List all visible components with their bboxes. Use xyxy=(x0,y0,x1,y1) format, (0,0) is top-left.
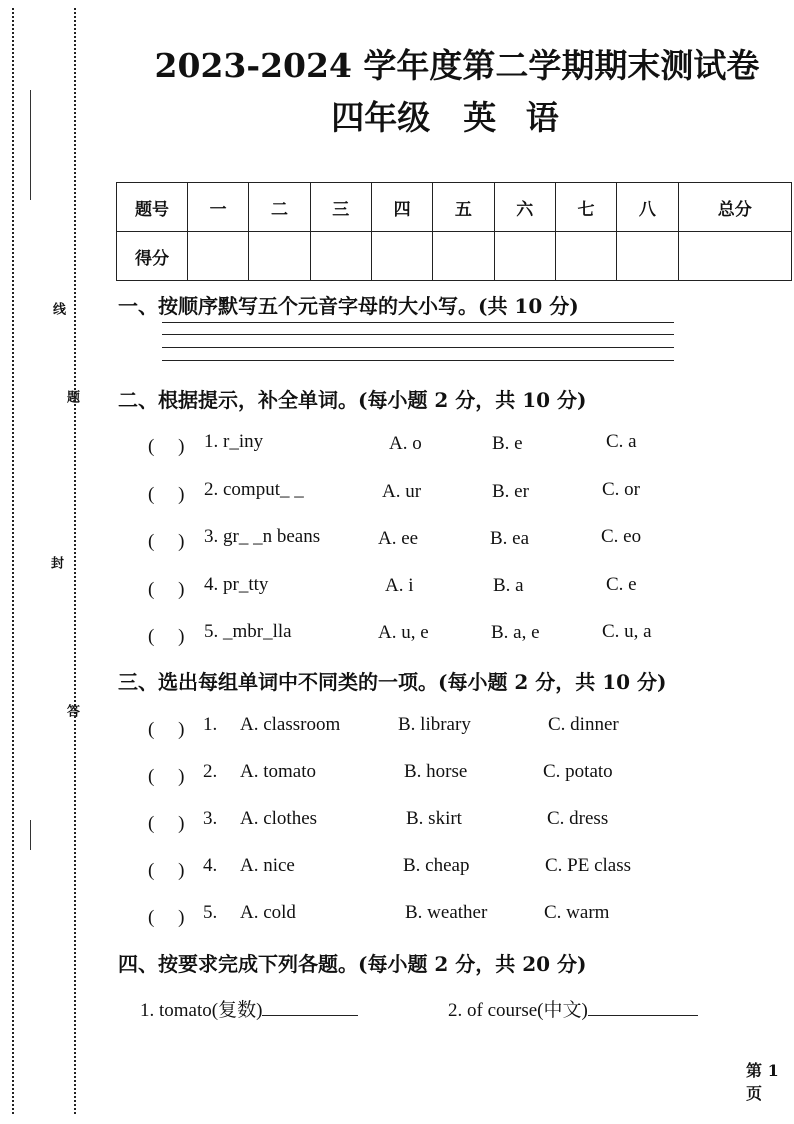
question-text: 1. tomato(复数) xyxy=(140,1000,263,1021)
option-c: C. PE class xyxy=(545,855,632,876)
writing-line[interactable] xyxy=(162,347,674,348)
score-cell[interactable] xyxy=(555,232,616,281)
option-a: A. ee xyxy=(378,528,419,549)
question-text: 2. of course(中文) xyxy=(448,1000,588,1021)
question-stem: 1. r_iny xyxy=(204,431,264,452)
binding-dotted-line-outer xyxy=(12,8,14,1114)
question-stem: 2. comput_ _ xyxy=(204,479,304,500)
answer-bracket[interactable]: ( ) xyxy=(148,484,185,505)
answer-bracket[interactable]: ( ) xyxy=(148,813,185,834)
binding-name-line xyxy=(30,90,31,200)
option-b: B. e xyxy=(492,433,523,454)
option-a: A. u, e xyxy=(378,622,429,643)
option-c: C. dinner xyxy=(548,714,619,735)
binding-label-line: 线 xyxy=(50,302,65,315)
option-a: A. clothes xyxy=(240,808,318,829)
page-subtitle: 四年级 英 语 xyxy=(331,98,559,137)
option-c: C. dress xyxy=(547,808,609,829)
binding-dotted-line-inner xyxy=(74,8,76,1114)
option-a: A. o xyxy=(389,433,422,454)
option-b: B. ea xyxy=(490,528,530,549)
writing-line[interactable] xyxy=(162,360,674,361)
score-header-cell: 四 xyxy=(371,183,432,232)
option-c: C. potato xyxy=(543,761,613,782)
option-a: A. ur xyxy=(382,481,422,502)
binding-label-seal: 封 xyxy=(48,556,63,569)
question-number: 1. xyxy=(203,714,218,735)
score-header-cell: 三 xyxy=(310,183,371,232)
score-header-cell: 二 xyxy=(249,183,310,232)
score-row-label: 得分 xyxy=(117,232,188,281)
answer-bracket[interactable]: ( ) xyxy=(148,579,185,600)
score-table-score-row xyxy=(117,232,792,281)
option-b: B. cheap xyxy=(403,855,470,876)
question-number: 5. xyxy=(203,902,218,923)
option-c: C. warm xyxy=(544,902,610,923)
page-number: 第 1 页 xyxy=(746,1061,779,1103)
option-a: A. classroom xyxy=(240,714,341,735)
option-c: C. eo xyxy=(601,526,642,547)
option-b: B. er xyxy=(492,481,529,502)
option-b: B. weather xyxy=(405,902,488,923)
score-header-cell: 总分 xyxy=(678,183,792,232)
answer-bracket[interactable]: ( ) xyxy=(148,766,185,787)
question-stem: 5. _mbr_lla xyxy=(204,621,292,642)
score-cell[interactable] xyxy=(310,232,371,281)
score-cell[interactable] xyxy=(494,232,555,281)
writing-line[interactable] xyxy=(162,322,674,323)
score-header-cell: 八 xyxy=(617,183,678,232)
section3-title: 三、选出每组单词中不同类的一项。(每小题 2 分，共 10 分) xyxy=(118,670,667,694)
question-number: 3. xyxy=(203,808,218,829)
answer-blank[interactable] xyxy=(262,1015,358,1016)
question-number: 4. xyxy=(203,855,218,876)
option-c: C. u, a xyxy=(602,621,652,642)
score-cell[interactable] xyxy=(433,232,494,281)
option-c: C. a xyxy=(606,431,637,452)
question-stem: 3. gr_ _n beans xyxy=(204,526,321,547)
answer-bracket[interactable]: ( ) xyxy=(148,531,185,552)
score-cell[interactable] xyxy=(678,232,792,281)
score-header-cell: 五 xyxy=(433,183,494,232)
answer-blank[interactable] xyxy=(588,1015,698,1016)
score-cell[interactable] xyxy=(188,232,249,281)
writing-line[interactable] xyxy=(162,334,674,335)
question-number: 2. xyxy=(203,761,218,782)
question-stem: 4. pr_tty xyxy=(204,574,269,595)
answer-bracket[interactable]: ( ) xyxy=(148,860,185,881)
answer-bracket[interactable]: ( ) xyxy=(148,907,185,928)
option-c: C. or xyxy=(602,479,640,500)
binding-margin xyxy=(0,0,90,1124)
option-b: B. library xyxy=(398,714,471,735)
section4-item xyxy=(140,995,358,1022)
section4-item xyxy=(448,995,698,1022)
score-header-cell: 题号 xyxy=(117,183,188,232)
option-b: B. a, e xyxy=(491,622,540,643)
score-header-cell: 六 xyxy=(494,183,555,232)
option-b: B. skirt xyxy=(406,808,462,829)
option-a: A. i xyxy=(385,575,414,596)
section4-title: 四、按要求完成下列各题。(每小题 2 分，共 20 分) xyxy=(118,952,587,976)
answer-bracket[interactable]: ( ) xyxy=(148,719,185,740)
answer-bracket[interactable]: ( ) xyxy=(148,626,185,647)
score-table-header-row xyxy=(117,183,792,232)
option-a: A. tomato xyxy=(240,761,316,782)
score-cell[interactable] xyxy=(617,232,678,281)
option-b: B. a xyxy=(493,575,524,596)
page-title: 2023-2024 学年度第二学期期末测试卷 xyxy=(154,46,760,85)
score-header-cell: 七 xyxy=(555,183,616,232)
option-a: A. nice xyxy=(240,855,295,876)
option-a: A. cold xyxy=(240,902,296,923)
binding-label-answer: 答 xyxy=(64,704,79,717)
score-table xyxy=(116,182,792,281)
binding-label-question: 题 xyxy=(64,390,79,403)
score-cell[interactable] xyxy=(249,232,310,281)
section1-title: 一、按顺序默写五个元音字母的大小写。(共 10 分) xyxy=(118,294,579,318)
score-cell[interactable] xyxy=(371,232,432,281)
score-header-cell: 一 xyxy=(188,183,249,232)
option-b: B. horse xyxy=(404,761,468,782)
answer-bracket[interactable]: ( ) xyxy=(148,436,185,457)
section2-title: 二、根据提示，补全单词。(每小题 2 分，共 10 分) xyxy=(118,388,587,412)
option-c: C. e xyxy=(606,574,637,595)
binding-short-line xyxy=(30,820,31,850)
